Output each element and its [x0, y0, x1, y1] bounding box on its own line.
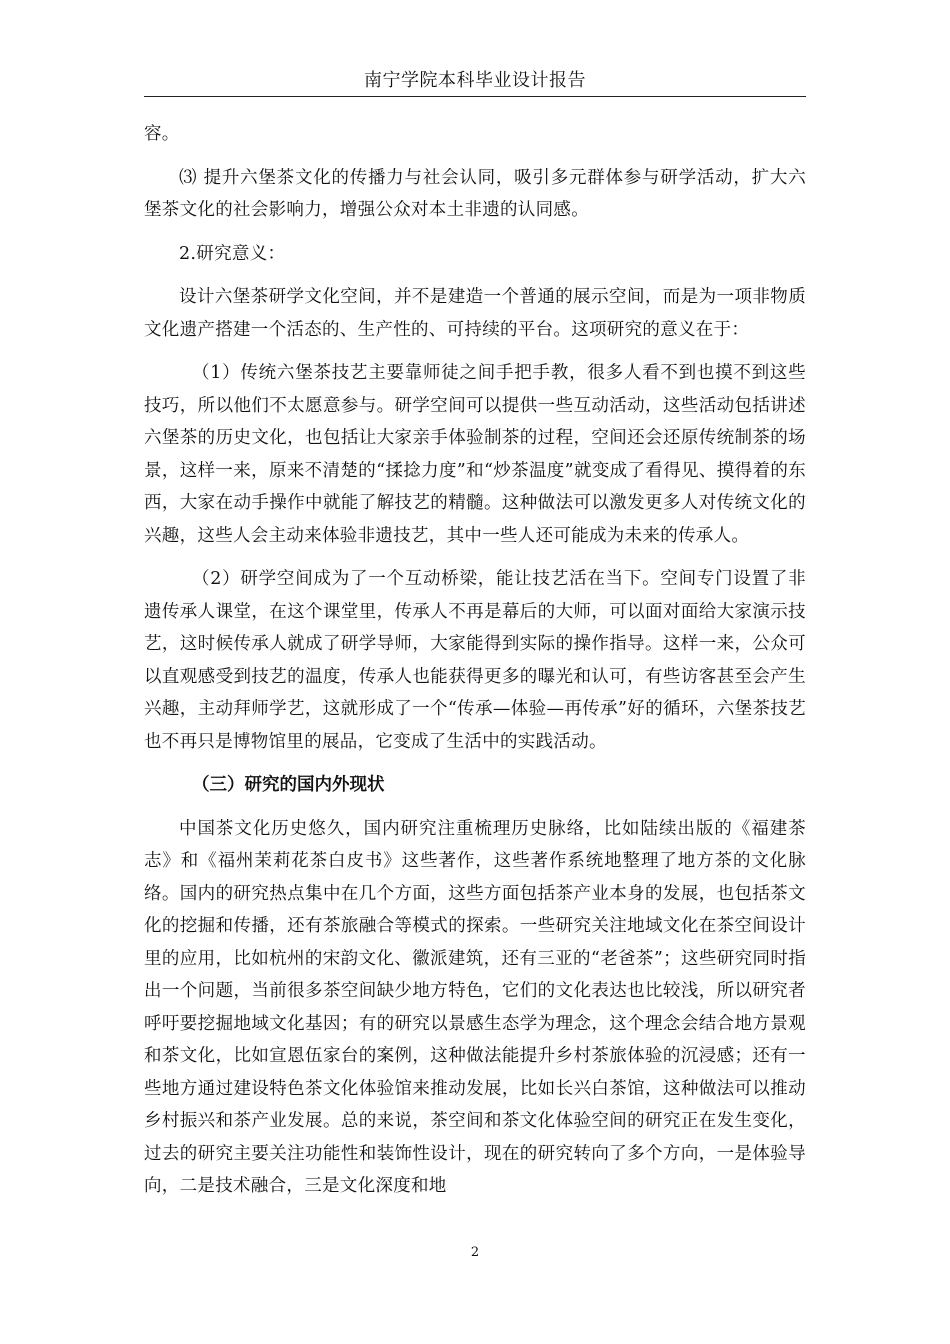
- paragraph-research-status: 中国茶文化历史悠久，国内研究注重梳理历史脉络，比如陆续出版的《福建茶志》和《福州茉莉花茶白皮书》这些著作，这些著作系统地整理了地方茶的文化脉络。国内的研究热点集中在几个方面，这些方面包括茶产业本身的发展，也包括茶文化的挖掘和传播，还有茶旅融合等模式的探索。一些研究关注地域文化在茶空间设计里的应用，比如杭州的宋韵文化、徽派建筑，还有三亚的“老爸茶”；这些研究同时指出一个问题，当前很多茶空间缺少地方特色，它们的文化表达也比较浅，所以研究者呼吁要挖掘地域文化基因；有的研究以景感生态学为理念，这个理念会结合地方景观和茶文化，比如宣恩伍家台的案例，这种做法能提升乡村茶旅体验的沉浸感；还有一些地方通过建设特色茶文化体验馆来推动发展，比如长兴白茶馆，这种做法可以推动乡村振兴和茶产业发展。总的来说，茶空间和茶文化体验空间的研究正在发生变化，过去的研究主要关注功能性和装饰性设计，现在的研究转向了多个方向，一是体验导向，二是技术融合，三是文化深度和地: [144, 818, 806, 1196]
- paragraph-significance-2: （2）研学空间成为了一个互动桥梁，能让技艺活在当下。空间专门设置了非遗传承人课堂，在这个课堂里，传承人不再是幕后的大师，可以面对面给大家演示技艺，这时候传承人就成了研学导师，大家能得到实际的操作指导。这样一来，公众可以直观感受到技艺的温度，传承人也能获得更多的曝光和认可，有些访客甚至会产生兴趣，主动拜师学艺，这就形成了一个“传承—体验—再传承”好的循环，六堡茶技艺也不再只是博物馆里的展品，它变成了生活中的实践活动。: [144, 569, 806, 752]
- paragraph-objective-3: ⑶ 提升六堡茶文化的传播力与社会认同，吸引多元群体参与研学活动，扩大六堡茶文化的社会影响力，增强公众对本土非遗的认同感。: [144, 167, 806, 220]
- header-title: 南宁学院本科毕业设计报告: [364, 70, 586, 91]
- page-header: [144, 62, 806, 97]
- paragraph-significance-intro: 设计六堡茶研学文化空间，并不是建造一个普通的展示空间，而是为一项非物质文化遗产搭建一个活态的、生产性的、可持续的平台。这项研究的意义在于：: [144, 287, 806, 340]
- paragraph-significance-1: （1）传统六堡茶技艺主要靠师徒之间手把手教，很多人看不到也摸不到这些技巧，所以他们不太愿意参与。研学空间可以提供一些互动活动，这些活动包括讲述六堡茶的历史文化，也包括让大家亲手体验制茶的过程，空间还会还原传统制茶的场景，这样一来，原来不清楚的“揉捻力度”和“炒茶温度”就变成了看得见、摸得着的东西，大家在动手操作中就能了解技艺的精髓。这种做法可以激发更多人对传统文化的兴趣，这些人会主动来体验非遗技艺，其中一些人还可能成为未来的传承人。: [144, 363, 806, 546]
- paragraph-continuation: 容。: [144, 124, 180, 144]
- section-heading: （三）研究的国内外现状: [192, 775, 385, 795]
- section-label-significance: 2.研究意义：: [179, 243, 286, 264]
- document-body: [144, 118, 806, 1203]
- page-number: 2: [470, 1245, 480, 1260]
